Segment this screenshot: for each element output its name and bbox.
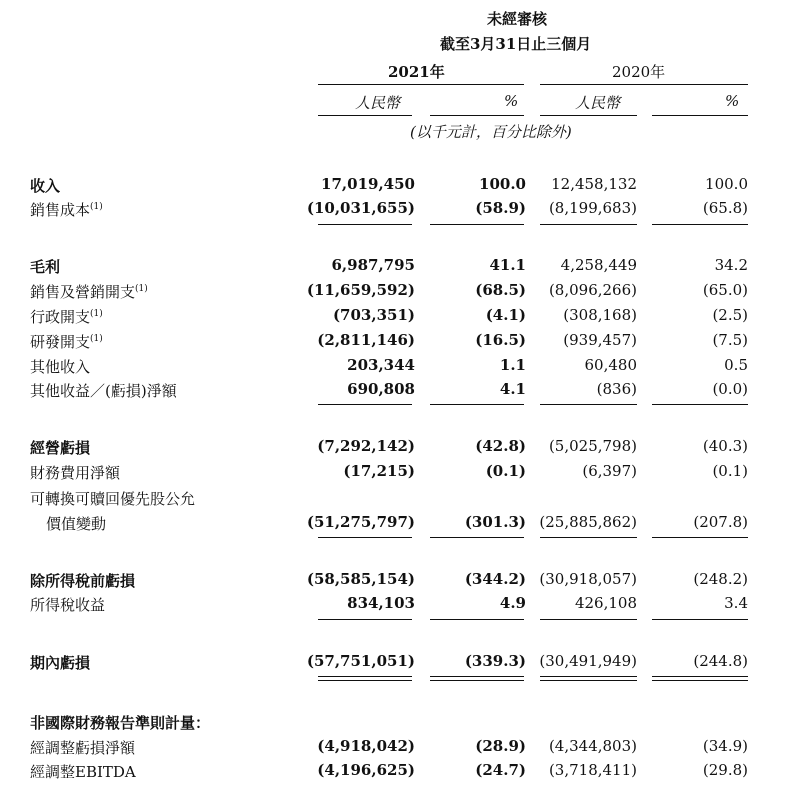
row-gp-2021-pct: 41.1 bbox=[489, 256, 526, 274]
double-underline bbox=[430, 676, 524, 677]
subtotal-line bbox=[318, 404, 412, 405]
subtotal-line bbox=[430, 224, 524, 225]
row-revenue-2021-pct: 100.0 bbox=[479, 175, 526, 193]
row-pfv-2021-rmb: (51,275,797) bbox=[306, 513, 415, 531]
row-sm-2021-rmb: (11,659,592) bbox=[306, 281, 415, 299]
row-lbt-2020-rmb: (30,918,057) bbox=[539, 570, 637, 588]
row-label-rnd: 研發開支$^{(1)}$ bbox=[30, 333, 103, 351]
row-cost-2021-pct: (58.9) bbox=[475, 199, 526, 217]
row-ebitda-2021-rmb: (4,196,625) bbox=[317, 761, 415, 779]
year-2021-underline bbox=[318, 84, 524, 85]
row-tax-2021-rmb: 834,103 bbox=[347, 594, 415, 612]
subtotal-line bbox=[318, 619, 412, 620]
row-label-preferred-fv-line1: 可轉換可贖回優先股公允 bbox=[30, 490, 196, 508]
row-revenue-2021-rmb: 17,019,450 bbox=[321, 175, 415, 193]
double-underline bbox=[540, 676, 637, 677]
row-revenue-2020-rmb: 12,458,132 bbox=[551, 175, 637, 193]
row-lfp-2020-rmb: (30,491,949) bbox=[539, 652, 637, 670]
row-og-2020-rmb: (836) bbox=[596, 380, 637, 398]
header-period: 截至3月31日止三個月 bbox=[440, 35, 592, 53]
row-cost-2020-pct: (65.8) bbox=[702, 199, 748, 217]
double-underline bbox=[652, 676, 748, 677]
subtotal-line bbox=[540, 224, 637, 225]
row-lbt-2021-pct: (344.2) bbox=[464, 570, 526, 588]
subtotal-line bbox=[318, 537, 412, 538]
row-lfp-2021-rmb: (57,751,051) bbox=[306, 652, 415, 670]
row-label-preferred-fv-line2: 價值變動 bbox=[46, 515, 107, 533]
row-label-adjusted-net-loss: 經調整虧損淨額 bbox=[30, 739, 136, 757]
double-underline bbox=[540, 680, 637, 681]
row-og-2021-pct: 4.1 bbox=[499, 380, 526, 398]
double-underline bbox=[430, 680, 524, 681]
row-label-revenue: 收入 bbox=[30, 177, 61, 195]
row-ol-2021-rmb: (7,292,142) bbox=[317, 437, 415, 455]
subtotal-line bbox=[430, 619, 524, 620]
subtotal-line bbox=[652, 224, 748, 225]
row-rnd-2021-pct: (16.5) bbox=[475, 331, 526, 349]
row-cost-2020-rmb: (8,199,683) bbox=[548, 199, 637, 217]
header-year-2020: 2020年 bbox=[612, 63, 666, 81]
row-ebitda-2020-rmb: (3,718,411) bbox=[548, 761, 637, 779]
row-fc-2020-rmb: (6,397) bbox=[582, 462, 637, 480]
row-oi-2020-rmb: 60,480 bbox=[584, 356, 637, 374]
row-label-income-tax: 所得稅收益 bbox=[30, 596, 106, 614]
row-admin-2021-rmb: (703,351) bbox=[332, 306, 415, 324]
row-anl-2021-rmb: (4,918,042) bbox=[317, 737, 415, 755]
row-gp-2021-rmb: 6,987,795 bbox=[331, 256, 415, 274]
row-anl-2021-pct: (28.9) bbox=[475, 737, 526, 755]
row-label-cost-of-sales: 銷售成本$^{(1)}$ bbox=[30, 201, 103, 219]
row-lbt-2021-rmb: (58,585,154) bbox=[306, 570, 415, 588]
row-oi-2021-rmb: 203,344 bbox=[347, 356, 415, 374]
unit-rmb-2021: 人民幣 bbox=[355, 94, 401, 112]
row-cost-2021-rmb: (10,031,655) bbox=[306, 199, 415, 217]
row-oi-2020-pct: 0.5 bbox=[724, 356, 748, 374]
row-tax-2020-pct: 3.4 bbox=[724, 594, 748, 612]
subtotal-line bbox=[318, 224, 412, 225]
non-ifrs-heading: 非國際財務報告準則計量： bbox=[30, 714, 211, 732]
row-admin-2020-rmb: (308,168) bbox=[563, 306, 637, 324]
row-gp-2020-pct: 34.2 bbox=[714, 256, 748, 274]
row-pfv-2021-pct: (301.3) bbox=[464, 513, 526, 531]
row-fc-2021-rmb: (17,215) bbox=[343, 462, 415, 480]
row-pfv-2020-rmb: (25,885,862) bbox=[539, 513, 637, 531]
subtotal-line bbox=[430, 404, 524, 405]
unit-underline-2 bbox=[430, 115, 524, 116]
row-gp-2020-rmb: 4,258,449 bbox=[560, 256, 637, 274]
row-pfv-2020-pct: (207.8) bbox=[693, 513, 748, 531]
year-2020-underline bbox=[540, 84, 748, 85]
row-admin-2020-pct: (2.5) bbox=[712, 306, 748, 324]
row-label-loss-for-period: 期內虧損 bbox=[30, 654, 91, 672]
row-oi-2021-pct: 1.1 bbox=[499, 356, 526, 374]
row-sm-2020-pct: (65.0) bbox=[702, 281, 748, 299]
row-label-other-gains: 其他收益／(虧損)淨額 bbox=[30, 382, 177, 400]
row-rnd-2020-pct: (7.5) bbox=[712, 331, 748, 349]
row-label-adjusted-ebitda: 經調整EBITDA bbox=[30, 763, 136, 781]
row-label-operating-loss: 經營虧損 bbox=[30, 439, 91, 457]
row-lfp-2020-pct: (244.8) bbox=[693, 652, 748, 670]
subtotal-line bbox=[430, 537, 524, 538]
subtotal-line bbox=[540, 619, 637, 620]
unit-underline-4 bbox=[652, 115, 748, 116]
row-revenue-2020-pct: 100.0 bbox=[705, 175, 748, 193]
subtotal-line bbox=[540, 404, 637, 405]
row-anl-2020-rmb: (4,344,803) bbox=[548, 737, 637, 755]
subtotal-line bbox=[652, 619, 748, 620]
unit-pct-2020: % bbox=[725, 92, 740, 110]
row-fc-2021-pct: (0.1) bbox=[485, 462, 526, 480]
unit-note: (以千元計，百分比除外) bbox=[410, 123, 572, 141]
row-ol-2021-pct: (42.8) bbox=[475, 437, 526, 455]
row-label-admin: 行政開支$^{(1)}$ bbox=[30, 308, 103, 326]
row-tax-2021-pct: 4.9 bbox=[499, 594, 526, 612]
double-underline bbox=[318, 680, 412, 681]
row-label-other-income: 其他收入 bbox=[30, 358, 91, 376]
row-label-selling-marketing: 銷售及營銷開支$^{(1)}$ bbox=[30, 283, 148, 301]
row-lfp-2021-pct: (339.3) bbox=[464, 652, 526, 670]
row-rnd-2021-rmb: (2,811,146) bbox=[317, 331, 415, 349]
row-sm-2021-pct: (68.5) bbox=[475, 281, 526, 299]
row-label-loss-before-tax: 除所得稅前虧損 bbox=[30, 572, 136, 590]
double-underline bbox=[652, 680, 748, 681]
row-label-finance-costs: 財務費用淨額 bbox=[30, 464, 121, 482]
row-lbt-2020-pct: (248.2) bbox=[693, 570, 748, 588]
row-og-2021-rmb: 690,808 bbox=[347, 380, 415, 398]
unit-rmb-2020: 人民幣 bbox=[575, 94, 621, 112]
header-unaudited: 未經審核 bbox=[487, 10, 548, 28]
row-label-gross-profit: 毛利 bbox=[30, 258, 61, 276]
row-ebitda-2020-pct: (29.8) bbox=[702, 761, 748, 779]
row-fc-2020-pct: (0.1) bbox=[712, 462, 748, 480]
subtotal-line bbox=[652, 404, 748, 405]
unit-underline-3 bbox=[540, 115, 637, 116]
row-rnd-2020-rmb: (939,457) bbox=[563, 331, 637, 349]
row-sm-2020-rmb: (8,096,266) bbox=[548, 281, 637, 299]
row-ol-2020-pct: (40.3) bbox=[702, 437, 748, 455]
row-og-2020-pct: (0.0) bbox=[712, 380, 748, 398]
row-admin-2021-pct: (4.1) bbox=[485, 306, 526, 324]
double-underline bbox=[318, 676, 412, 677]
subtotal-line bbox=[652, 537, 748, 538]
row-ol-2020-rmb: (5,025,798) bbox=[548, 437, 637, 455]
row-ebitda-2021-pct: (24.7) bbox=[475, 761, 526, 779]
row-tax-2020-rmb: 426,108 bbox=[574, 594, 637, 612]
header-year-2021: 2021年 bbox=[388, 63, 445, 81]
unit-pct-2021: % bbox=[504, 92, 519, 110]
row-anl-2020-pct: (34.9) bbox=[702, 737, 748, 755]
subtotal-line bbox=[540, 537, 637, 538]
unit-underline-1 bbox=[318, 115, 412, 116]
